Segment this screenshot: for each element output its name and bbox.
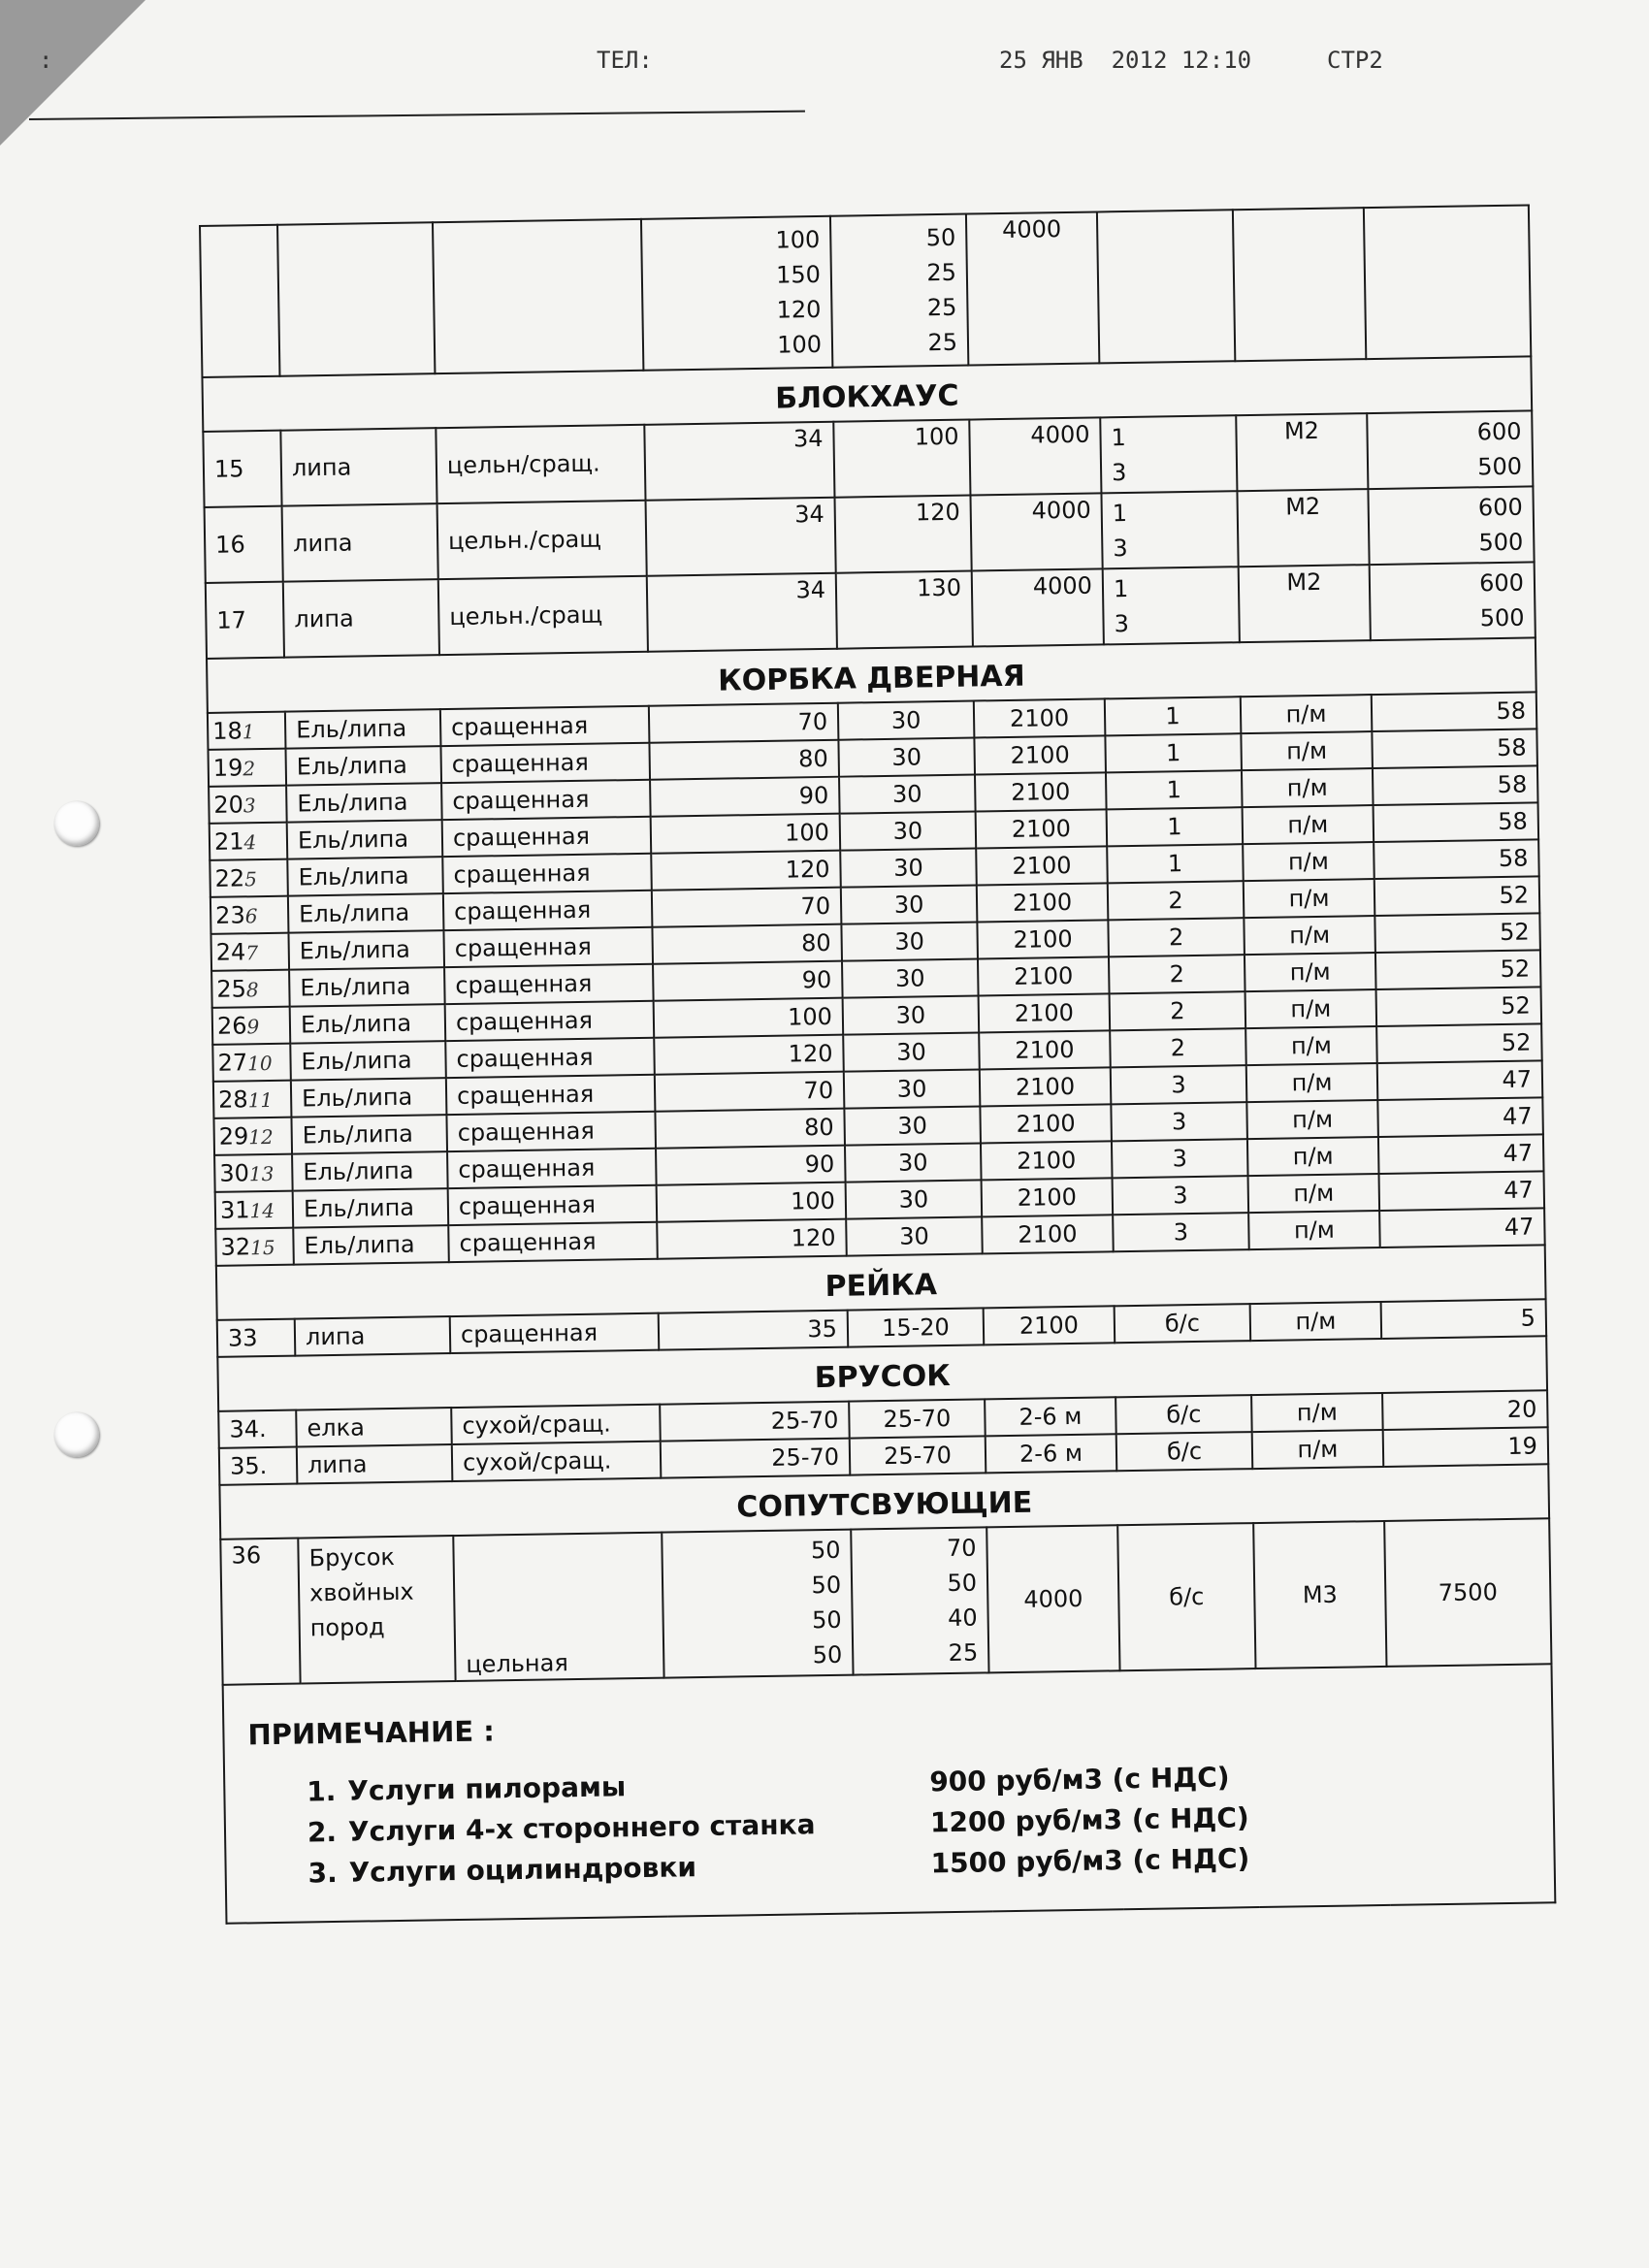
cell-grade: б/с (1116, 1432, 1253, 1471)
cell-unit: п/м (1248, 1174, 1380, 1213)
cell-wood: Ель/липа (290, 1004, 446, 1044)
cell-wood: Ель/липа (293, 1225, 449, 1265)
cell-width: 30 (846, 1180, 983, 1218)
cell-unit: п/м (1246, 1100, 1378, 1139)
cell-length: 2-6 м (986, 1434, 1117, 1473)
cell-unit: п/м (1250, 1302, 1382, 1341)
cell-length: 4000 (969, 417, 1101, 495)
cell-grade: 1 (1107, 844, 1244, 883)
note-item: 1. Услуги пилорамы 900 руб/м3 (с НДС) (306, 1761, 1230, 1808)
cell-width: 130 (836, 571, 973, 649)
cell-number: 269 (212, 1007, 291, 1045)
cell-price: 600 500 (1367, 410, 1533, 489)
note-row (223, 1664, 1556, 1923)
cell-grade: 1 (1105, 697, 1242, 735)
cell-type: сращенная (447, 1149, 657, 1188)
handwritten-mark: 3 (242, 794, 256, 818)
fax-header-fragment: : (39, 47, 53, 74)
cell-grade: 3 (1113, 1213, 1249, 1251)
cell-thickness: 80 (649, 740, 839, 780)
cell-number: 17 (206, 582, 284, 659)
cell-length: 2100 (980, 1067, 1112, 1106)
handwritten-mark: 9 (246, 1015, 260, 1039)
cell-width: 30 (843, 1032, 980, 1071)
cell-unit: п/м (1241, 695, 1373, 733)
blockhouse-rows (203, 410, 1536, 658)
cell-width: 50 25 25 25 (830, 214, 968, 368)
cell-type: цельн./сращ (437, 501, 647, 579)
handwritten-mark: 4 (243, 830, 257, 855)
cell-width: 25-70 (849, 1399, 986, 1438)
cell-price: 7500 (1384, 1518, 1551, 1667)
cell-thickness: 70 (652, 888, 842, 927)
cell-unit: п/м (1243, 842, 1374, 881)
cell-grade: 1 3 (1103, 567, 1240, 644)
cell-wood: Ель/липа (288, 930, 444, 970)
cell-wood: липа (282, 503, 438, 582)
cell-grade: б/с (1117, 1523, 1255, 1670)
cell-type: сращенная (450, 1313, 660, 1353)
cell-unit: М3 (1253, 1521, 1386, 1669)
cell-unit: п/м (1244, 916, 1375, 955)
cell-price: 58 (1374, 802, 1539, 842)
cell-grade: 2 (1108, 918, 1245, 956)
cell-unit: п/м (1252, 1430, 1384, 1469)
cell-wood: Ель/липа (285, 746, 441, 786)
cell-unit: п/м (1241, 731, 1373, 770)
cell-unit: п/м (1248, 1211, 1380, 1249)
cell-number: 36 (220, 1539, 300, 1685)
cell-number: 34. (218, 1410, 297, 1448)
cell-thickness: 100 (654, 998, 844, 1038)
cell-price: 52 (1374, 913, 1540, 953)
cell-price: 52 (1376, 1023, 1542, 1063)
cell-number: 181 (208, 712, 286, 750)
handwritten-mark: 15 (249, 1235, 275, 1260)
cell-number: 214 (210, 823, 288, 860)
cell-price: 58 (1372, 692, 1537, 731)
price-table (199, 204, 1556, 1924)
cell-wood: Ель/липа (288, 893, 444, 933)
cell-price: 20 (1382, 1390, 1548, 1430)
cell-unit: п/м (1246, 1063, 1378, 1102)
cell-thickness: 120 (651, 851, 841, 891)
cell-thickness: 90 (650, 777, 840, 817)
cell-name: Брусок хвойных пород (298, 1536, 455, 1683)
cell-thickness: 34 (647, 573, 837, 652)
section-heading: РЕЙКА (216, 1245, 1546, 1320)
cell-number: 203 (209, 786, 287, 824)
cell-thickness: 35 (659, 1311, 849, 1350)
cell-length: 4000 (972, 568, 1104, 646)
note-block (223, 1664, 1556, 1923)
cell-wood: липа (295, 1316, 451, 1356)
cell-price: 52 (1375, 950, 1541, 989)
cell-thickness: 120 (657, 1219, 847, 1259)
handwritten-mark: 10 (246, 1051, 273, 1076)
cell-type: сращенная (443, 891, 653, 930)
cell-length: 2100 (974, 735, 1106, 774)
handwritten-mark: 13 (248, 1161, 275, 1186)
cell-width: 30 (843, 995, 980, 1034)
cell-grade: 1 3 (1100, 415, 1237, 493)
cell-grade: б/с (1116, 1395, 1252, 1434)
cell-thickness: 80 (652, 924, 842, 964)
cell-grade: б/с (1115, 1304, 1251, 1343)
note-item: 2. Услуги 4-х стороннего станка 1200 руб/м3 (с НДС) (307, 1801, 1249, 1849)
cell-length: 2100 (980, 1104, 1112, 1143)
cell-thickness: 70 (649, 703, 839, 743)
cell-type: сращенная (446, 1112, 656, 1151)
cell-length: 2100 (984, 1306, 1116, 1345)
cell-thickness: 120 (654, 1035, 844, 1075)
punch-hole (54, 1412, 99, 1457)
cell-type: сращенная (442, 817, 652, 857)
cell-thickness: 80 (655, 1109, 845, 1149)
cell-grade: 2 (1110, 1028, 1246, 1067)
cell-wood: Ель/липа (287, 857, 443, 896)
cell-length: 4000 (966, 211, 1099, 365)
handwritten-mark: 8 (245, 978, 259, 1002)
cell-wood: Ель/липа (293, 1188, 449, 1228)
cell-length: 2100 (974, 698, 1106, 737)
cell-type: сращенная (440, 743, 650, 783)
table-row (200, 205, 1531, 376)
handwritten-mark: 14 (249, 1198, 275, 1223)
cell-wood: Ель/липа (286, 783, 442, 823)
cell-thickness: 100 150 120 100 (641, 216, 832, 371)
cell-wood: Ель/липа (291, 1078, 447, 1118)
cell-price: 52 (1376, 987, 1542, 1026)
section-heading: БЛОКХАУС (202, 356, 1532, 432)
cell-wood: Ель/липа (289, 967, 445, 1007)
cell-price: 600 500 (1370, 562, 1536, 640)
cell-width: 15-20 (848, 1308, 985, 1346)
cell-price: 58 (1373, 765, 1538, 805)
cell-number: 15 (203, 431, 281, 507)
cell-number: 225 (210, 859, 288, 897)
cell-unit: п/м (1245, 989, 1377, 1028)
cell-length: 2100 (976, 846, 1108, 885)
cell-length: 4000 (986, 1525, 1119, 1672)
cell-width: 30 (840, 848, 977, 887)
cell-grade: 2 (1109, 955, 1245, 993)
cell-unit: п/м (1245, 953, 1376, 991)
cell-price: 5 (1381, 1299, 1547, 1339)
cell-price: 600 500 (1368, 486, 1534, 565)
cell-type: сращенная (441, 780, 651, 820)
cell-wood: елка (296, 1408, 452, 1447)
cell-width: 30 (845, 1143, 982, 1182)
cell-length: 2100 (976, 809, 1108, 848)
cell-type: сращенная (445, 1038, 655, 1078)
cell-number: 3215 (215, 1228, 294, 1266)
cell-wood: Ель/липа (291, 1115, 447, 1154)
section-heading: БРУСОК (217, 1336, 1547, 1411)
cell-grade: 3 (1111, 1102, 1247, 1141)
cell-length: 2100 (977, 883, 1109, 922)
cell-unit: п/м (1245, 1026, 1377, 1065)
cell-type: сращенная (448, 1222, 658, 1262)
cell-number: 247 (210, 933, 289, 971)
cell-price: 47 (1379, 1171, 1545, 1211)
cell-length: 2100 (977, 920, 1109, 958)
cell-width: 30 (838, 738, 975, 777)
cell-number: 35. (219, 1447, 298, 1485)
cell-price: 47 (1379, 1208, 1545, 1247)
cell-width: 100 (833, 420, 970, 498)
cell-grade: 2 (1108, 881, 1245, 920)
cell-grade: 3 (1111, 1065, 1247, 1104)
cell-type: сращенная (446, 1075, 656, 1115)
cell-thickness: 25-70 (661, 1439, 851, 1478)
cell-unit: п/м (1243, 805, 1374, 844)
cell-width: 30 (842, 958, 979, 997)
cell-width: 30 (840, 811, 977, 850)
cell-thickness: 70 (655, 1072, 845, 1112)
cell-thickness: 50 50 50 50 (662, 1530, 853, 1678)
cell-grade: 1 (1106, 770, 1243, 809)
cell-price: 58 (1374, 839, 1539, 879)
cell-thickness: 100 (657, 1183, 847, 1222)
cell-thickness: 100 (651, 814, 841, 854)
section-heading: СОПУТСВУЮЩИЕ (219, 1464, 1549, 1539)
cell-width: 30 (846, 1216, 983, 1255)
cell-number: 258 (211, 970, 290, 1008)
cell-number: 2811 (213, 1081, 292, 1118)
cell-price: 58 (1372, 729, 1537, 768)
cell-unit: п/м (1251, 1393, 1383, 1432)
cell-unit: М2 (1239, 565, 1371, 642)
cell-type: сухой/сращ. (451, 1405, 661, 1444)
cell-thickness: 25-70 (660, 1402, 850, 1442)
cell-type: сращенная (442, 854, 652, 893)
cell-length: 4000 (970, 493, 1102, 570)
cell-unit: М2 (1237, 489, 1369, 567)
cell-wood: липа (297, 1444, 453, 1484)
cell-width: 70 50 40 25 (851, 1527, 988, 1674)
cell-unit: М2 (1236, 413, 1368, 491)
fax-header-datetime: 25 ЯНВ 2012 12:10 (999, 47, 1252, 74)
cell-price: 47 (1378, 1134, 1544, 1174)
cell-unit: п/м (1244, 879, 1375, 918)
cell-price: 47 (1377, 1097, 1543, 1137)
cell-wood: липа (283, 579, 439, 658)
cell-wood: липа (280, 428, 436, 506)
cell-price: 52 (1374, 876, 1540, 916)
cell-length: 2100 (975, 772, 1107, 811)
cell-wood: Ель/липа (285, 709, 441, 749)
cell-length: 2100 (982, 1215, 1114, 1253)
cell-wood: Ель/липа (287, 820, 443, 859)
cell-number: 2912 (213, 1118, 292, 1155)
cell-number: 3114 (215, 1191, 294, 1229)
section-heading: КОРБКА ДВЕРНАЯ (207, 637, 1536, 713)
cell-unit: п/м (1247, 1137, 1379, 1176)
cell-number: 16 (205, 506, 283, 583)
fax-header-page: СТР2 (1327, 47, 1383, 74)
cell-grade: 1 (1107, 807, 1244, 846)
punch-hole (54, 801, 99, 846)
table-row (220, 1518, 1551, 1685)
cell-width: 30 (838, 701, 975, 740)
cell-length: 2100 (982, 1178, 1114, 1216)
cell-number: 2710 (212, 1044, 291, 1082)
cell-width: 25-70 (850, 1436, 986, 1474)
price-list-sheet (199, 204, 1554, 1924)
cell-length: 2-6 м (985, 1397, 1116, 1436)
cell-width: 30 (841, 885, 978, 923)
cell-width: 30 (841, 922, 978, 960)
cell-thickness: 34 (646, 498, 836, 576)
cell-grade: 3 (1112, 1139, 1248, 1178)
cell-type: цельн/сращ. (436, 425, 645, 503)
cell-type: цельная (453, 1533, 663, 1681)
handwritten-mark: 1 (242, 720, 255, 744)
note-title: ПРИМЕЧАНИЕ : (247, 1714, 496, 1752)
cell-type: сращенная (443, 927, 653, 967)
fax-header-tel: ТЕЛ: (597, 47, 653, 74)
cell-thickness: 34 (644, 422, 834, 501)
cell-type: сращенная (448, 1185, 658, 1225)
cell-width: 30 (844, 1106, 981, 1145)
cell-length: 2100 (979, 1030, 1111, 1069)
cell-grade: 1 3 (1101, 491, 1238, 568)
cell-type: сухой/сращ. (452, 1442, 662, 1481)
cell-thickness: 90 (656, 1146, 846, 1185)
handwritten-mark: 11 (247, 1087, 274, 1113)
cell-number: 192 (208, 749, 286, 787)
cell-wood: Ель/липа (292, 1151, 448, 1191)
cell-number: 3013 (214, 1154, 293, 1192)
cell-number: 33 (217, 1319, 296, 1357)
handwritten-mark: 6 (244, 904, 258, 928)
cell-type: цельн./сращ (438, 576, 648, 655)
cell-length: 2100 (979, 993, 1111, 1032)
cell-grade: 2 (1110, 991, 1246, 1030)
handwritten-mark: 2 (242, 757, 256, 781)
cell-number: 236 (210, 896, 289, 934)
cell-width: 120 (834, 496, 971, 573)
cell-type: сращенная (444, 964, 654, 1004)
cell-grade: 3 (1113, 1176, 1249, 1215)
cell-length: 2100 (978, 956, 1110, 995)
cell-price: 19 (1383, 1427, 1549, 1467)
cell-type: сращенная (445, 1001, 655, 1041)
fax-header (0, 47, 1455, 85)
cell-length: 2100 (981, 1141, 1113, 1180)
handwritten-mark: 7 (245, 941, 259, 965)
note-item: 3. Услуги оцилиндровки 1500 руб/м3 (с НДС) (307, 1842, 1250, 1890)
cell-width: 30 (844, 1069, 981, 1108)
door-frame-rows (208, 692, 1545, 1265)
cell-type: сращенная (440, 706, 650, 746)
handwritten-mark: 12 (248, 1124, 274, 1150)
cell-price: 47 (1377, 1060, 1543, 1100)
cell-width: 30 (839, 775, 976, 814)
handwritten-mark: 5 (243, 867, 258, 891)
cell-unit: п/м (1242, 768, 1374, 807)
cell-thickness: 90 (653, 961, 843, 1001)
cell-wood: Ель/липа (290, 1041, 446, 1081)
cell-grade: 1 (1105, 733, 1242, 772)
